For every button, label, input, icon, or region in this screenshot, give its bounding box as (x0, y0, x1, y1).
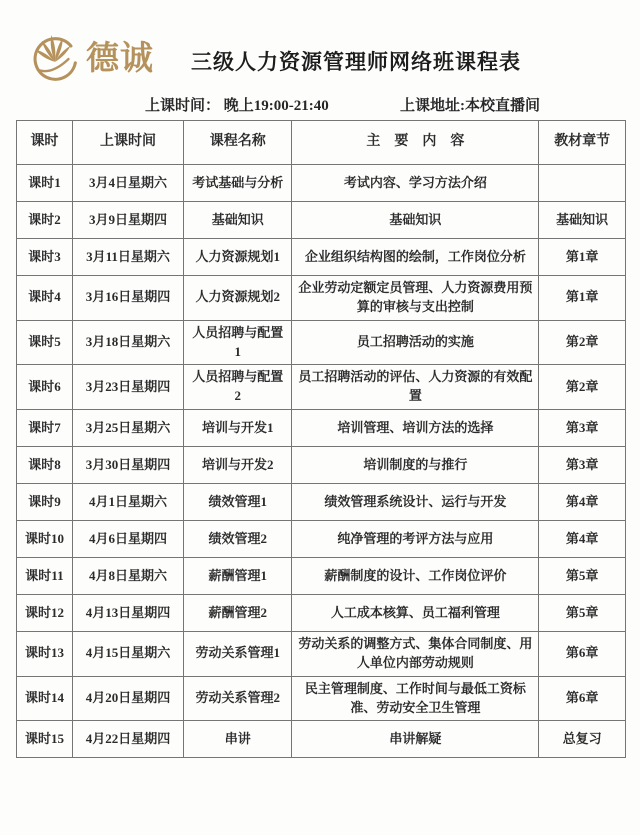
cell-lesson: 课时14 (17, 676, 73, 721)
cell-course-name: 薪酬管理2 (184, 595, 292, 632)
cell-date: 3月16日星期四 (72, 276, 183, 321)
cell-date: 4月1日星期六 (72, 484, 183, 521)
cell-chapter: 第4章 (539, 484, 626, 521)
cell-date: 3月23日星期四 (72, 365, 183, 410)
cell-course-name: 培训与开发2 (184, 447, 292, 484)
schedule-table-head (17, 121, 626, 165)
cell-date: 4月15日星期六 (72, 632, 183, 677)
page-title: 三级人力资源管理师网络班课程表 (191, 50, 521, 74)
schedule-table-body (17, 165, 626, 758)
cell-lesson: 课时7 (17, 410, 73, 447)
cell-chapter: 第3章 (539, 447, 626, 484)
cell-lesson: 课时1 (17, 165, 73, 202)
cell-lesson: 课时4 (17, 276, 73, 321)
table-row (17, 447, 626, 484)
cell-date: 4月8日星期六 (72, 558, 183, 595)
table-row (17, 558, 626, 595)
cell-lesson: 课时15 (17, 721, 73, 758)
cell-course-name: 考试基础与分析 (184, 165, 292, 202)
cell-main-content: 纯净管理的考评方法与应用 (292, 521, 539, 558)
cell-chapter: 第4章 (539, 521, 626, 558)
cell-main-content: 人工成本核算、员工福利管理 (292, 595, 539, 632)
cell-main-content: 员工招聘活动的实施 (292, 320, 539, 365)
table-row (17, 365, 626, 410)
table-row (17, 484, 626, 521)
cell-course-name: 培训与开发1 (184, 410, 292, 447)
cell-main-content: 民主管理制度、工作时间与最低工资标准、劳动安全卫生管理 (292, 676, 539, 721)
cell-lesson: 课时2 (17, 202, 73, 239)
class-time-label: 上课时间： 晚上19:00-21:40 (145, 98, 329, 114)
cell-course-name: 劳动关系管理2 (184, 676, 292, 721)
cell-lesson: 课时13 (17, 632, 73, 677)
cell-main-content: 考试内容、学习方法介绍 (292, 165, 539, 202)
column-header-lesson: 课时 (17, 121, 73, 165)
cell-date: 3月9日星期四 (72, 202, 183, 239)
cell-course-name: 人力资源规划1 (184, 239, 292, 276)
column-header-main-content: 主 要 内 容 (292, 121, 539, 165)
table-row (17, 676, 626, 721)
cell-lesson: 课时9 (17, 484, 73, 521)
header-row (17, 121, 626, 165)
table-row (17, 165, 626, 202)
cell-lesson: 课时11 (17, 558, 73, 595)
cell-course-name: 薪酬管理1 (184, 558, 292, 595)
table-row (17, 632, 626, 677)
cell-lesson: 课时10 (17, 521, 73, 558)
column-header-date: 上课时间 (72, 121, 183, 165)
cell-course-name: 串讲 (184, 721, 292, 758)
class-info-row (145, 94, 540, 115)
schedule-table (16, 120, 626, 758)
table-row (17, 320, 626, 365)
table-row (17, 595, 626, 632)
column-header-chapter: 教材章节 (539, 121, 626, 165)
cell-course-name: 人员招聘与配置2 (184, 365, 292, 410)
cell-date: 3月30日星期四 (72, 447, 183, 484)
cell-course-name: 人员招聘与配置1 (184, 320, 292, 365)
cell-date: 4月13日星期四 (72, 595, 183, 632)
cell-chapter: 第6章 (539, 676, 626, 721)
cell-lesson: 课时5 (17, 320, 73, 365)
cell-lesson: 课时3 (17, 239, 73, 276)
cell-course-name: 人力资源规划2 (184, 276, 292, 321)
cell-chapter: 第2章 (539, 365, 626, 410)
column-header-course-name: 课程名称 (184, 121, 292, 165)
cell-chapter: 第6章 (539, 632, 626, 677)
cell-date: 4月22日星期四 (72, 721, 183, 758)
cell-date: 3月11日星期六 (72, 239, 183, 276)
cell-chapter: 第5章 (539, 595, 626, 632)
cell-chapter: 第2章 (539, 320, 626, 365)
cell-main-content: 薪酬制度的设计、工作岗位评价 (292, 558, 539, 595)
table-row (17, 202, 626, 239)
cell-course-name: 绩效管理1 (184, 484, 292, 521)
table-row (17, 410, 626, 447)
cell-lesson: 课时8 (17, 447, 73, 484)
cell-main-content: 绩效管理系统设计、运行与开发 (292, 484, 539, 521)
cell-main-content: 培训管理、培训方法的选择 (292, 410, 539, 447)
cell-course-name: 劳动关系管理1 (184, 632, 292, 677)
cell-lesson: 课时6 (17, 365, 73, 410)
table-row (17, 521, 626, 558)
cell-date: 4月20日星期四 (72, 676, 183, 721)
cell-main-content: 企业劳动定额定员管理、人力资源费用预算的审核与支出控制 (292, 276, 539, 321)
cell-course-name: 绩效管理2 (184, 521, 292, 558)
table-row (17, 239, 626, 276)
cell-main-content: 基础知识 (292, 202, 539, 239)
cell-main-content: 企业组织结构图的绘制，工作岗位分析 (292, 239, 539, 276)
cell-course-name: 基础知识 (184, 202, 292, 239)
cell-chapter: 总复习 (539, 721, 626, 758)
cell-date: 4月6日星期四 (72, 521, 183, 558)
cell-lesson: 课时12 (17, 595, 73, 632)
cell-date: 3月18日星期六 (72, 320, 183, 365)
table-row (17, 276, 626, 321)
cell-date: 3月25日星期六 (72, 410, 183, 447)
cell-chapter: 基础知识 (539, 202, 626, 239)
cell-date: 3月4日星期六 (72, 165, 183, 202)
class-location-label: 上课地址:本校直播间 (400, 98, 540, 114)
cell-chapter (539, 165, 626, 202)
cell-chapter: 第1章 (539, 239, 626, 276)
brand-name: 德诚 (86, 40, 154, 77)
table-row (17, 721, 626, 758)
cell-chapter: 第1章 (539, 276, 626, 321)
cell-main-content: 培训制度的与推行 (292, 447, 539, 484)
cell-main-content: 员工招聘活动的评估、人力资源的有效配置 (292, 365, 539, 410)
cell-chapter: 第3章 (539, 410, 626, 447)
cell-main-content: 劳动关系的调整方式、集体合同制度、用人单位内部劳动规则 (292, 632, 539, 677)
cell-main-content: 串讲解疑 (292, 721, 539, 758)
cell-chapter: 第5章 (539, 558, 626, 595)
